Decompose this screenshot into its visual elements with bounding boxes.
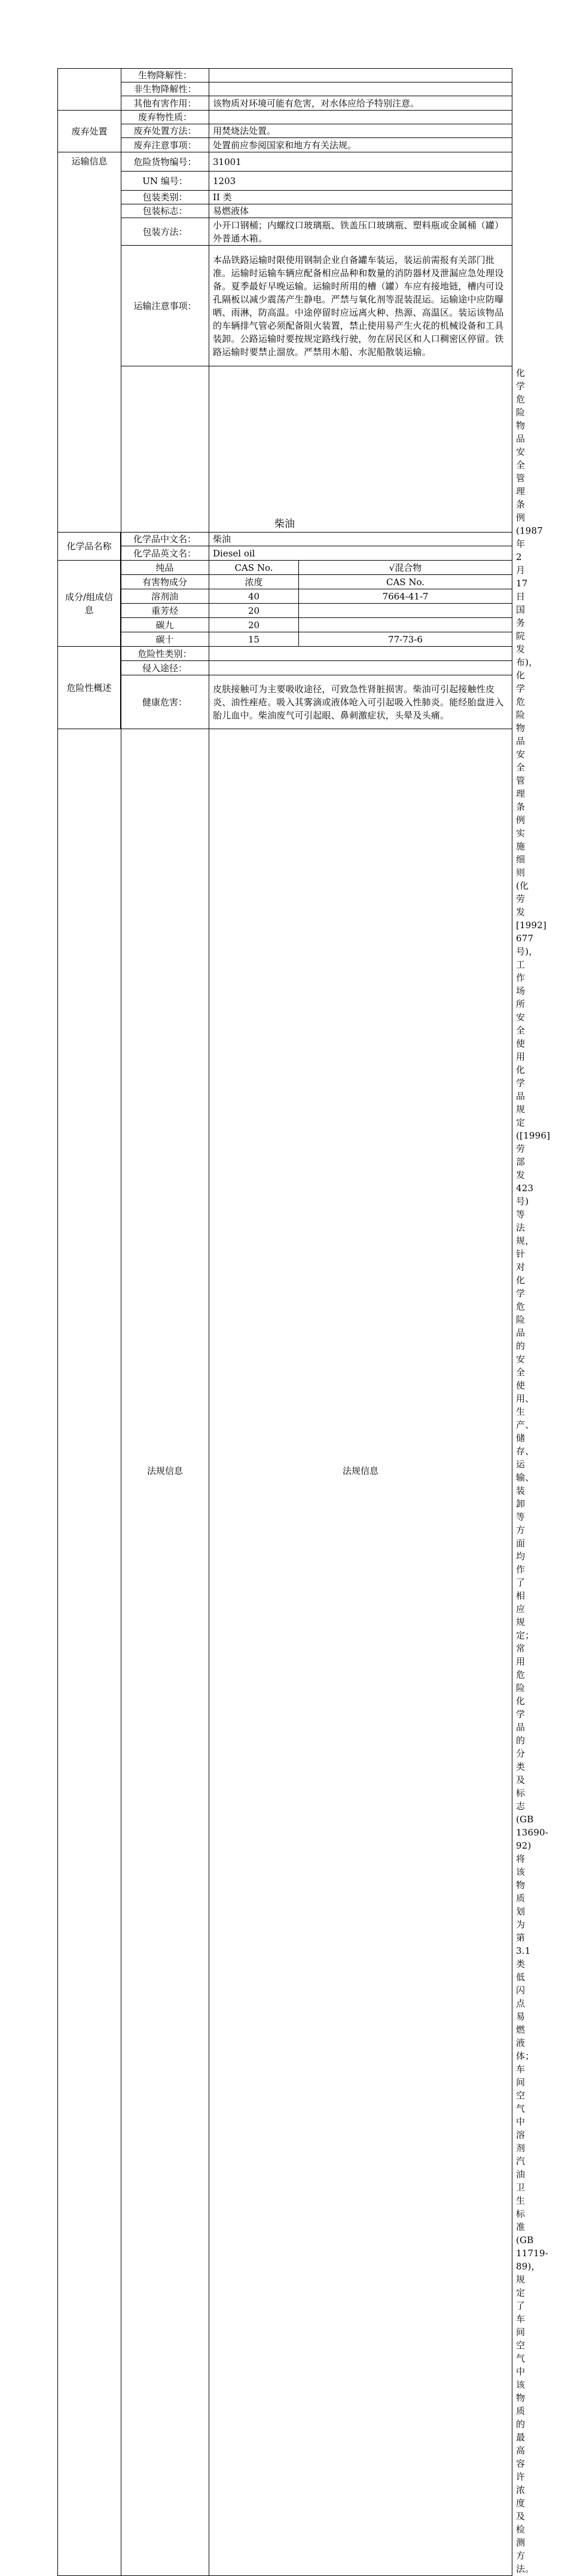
component-name: 溶剂油 xyxy=(121,589,209,604)
pkg-class-label: 包装类别： xyxy=(121,191,209,204)
composition-section: 成分/组成信息 xyxy=(58,561,121,647)
component-cas: 7664-41-7 xyxy=(299,589,512,604)
regulation-section: 法规信息 xyxy=(121,366,209,2576)
transport-notes-value: 本品铁路运输时限使用钢制企业自备罐车装运，装运前需报有关部门批准。运输时运输车辆应配备相应品种和数量的消防器材及泄漏应急处理设备。夏季最好早晚运输。运输时所用的槽（罐）车应有接地链，槽内可设孔隔板以减少震荡产生静电。严禁与氧化剂等混装混运。运输途中应防曝晒、雨淋，防高温。中途停留时应远离火种、热源、高温区。装运该物品的车辆排气管必须配备阻火装置，禁止使用易产生火花的机械设备和工具装卸。公路运输时要按规定路线行驶，勿在居民区和人口稠密区停留。铁路运输时要禁止溜放。严禁用木船、水泥船散装运输。 xyxy=(209,246,512,366)
en-name-value: Diesel oil xyxy=(209,546,512,561)
pure-label: 纯品 xyxy=(121,561,209,575)
cn-name-label: 化学品中文名： xyxy=(121,533,209,546)
hazard-class-label: 危险性类别： xyxy=(121,647,209,661)
entry-route-value xyxy=(209,661,512,675)
diesel-msds-table xyxy=(57,532,512,729)
pkg-method-label: 包装方法： xyxy=(121,218,209,246)
component-conc: 40 xyxy=(209,589,299,604)
pkg-mark-label: 包装标志： xyxy=(121,204,209,218)
component-cas xyxy=(299,618,512,632)
health-value: 皮肤接触可为主要吸收途径，可致急性肾脏损害。柴油可引起接触性皮炎、油性痤疮。吸入其雾滴或液体呛入可引起吸入性肺炎。能经胎盘进入胎儿血中。柴油废气可引起眼、鼻刺激症状，头晕及头痛。 xyxy=(209,675,512,729)
other-harm-value: 该物质对环境可能有危害，对水体应给予特别注意。 xyxy=(209,96,512,111)
entry-route-label: 侵入途径： xyxy=(121,661,209,675)
transport-notes-label: 运输注意事项： xyxy=(121,246,209,366)
cn-name-value: 柴油 xyxy=(209,533,512,546)
un-number-label: UN 编号： xyxy=(121,172,209,191)
nonbio-degrade-label: 非生物降解性： xyxy=(121,82,209,96)
component-name: 碳九 xyxy=(121,618,209,632)
pkg-mark-value: 易燃液体 xyxy=(209,204,512,218)
cas-header-2: CAS No. xyxy=(299,575,512,589)
disposal-notes-value: 处置前应参阅国家和地方有关法规。 xyxy=(209,138,512,152)
nonbio-degrade-value xyxy=(209,82,512,96)
table-row xyxy=(58,589,512,604)
component-cas: 77-73-6 xyxy=(299,632,512,647)
bio-degrade-label: 生物降解性： xyxy=(121,69,209,82)
disposal-method-label: 废弃处置方法： xyxy=(121,124,209,138)
table-row xyxy=(58,632,512,647)
health-label: 健康危害： xyxy=(121,675,209,729)
pkg-method-value: 小开口钢桶；内螺纹口玻璃瓶、铁盖压口玻璃瓶、塑料瓶或金属桶（罐）外普通木箱。 xyxy=(209,218,512,246)
table-row xyxy=(58,618,512,632)
component-name: 碳十 xyxy=(121,632,209,647)
pkg-class-value: II 类 xyxy=(209,191,512,204)
harmful-header: 有害物成分 xyxy=(121,575,209,589)
waste-property-value xyxy=(209,111,512,124)
safety-data-table-continued: 生物降解性： 非生物降解性： 其他有害作用： 该物质对环境可能有危害，对水体应给予特别注意。 废弃处置 废弃物性质： 废弃处置方法： 用焚烧法处置。 废弃注意事项： 处置前应参阅国家和地方有关法规。 运输信息 危险货物编号： 31001 UN 编号： 1203 包装类别： II 类 包装标志： 易燃液体 包装方法： 小开口钢桶；内螺纹口玻璃瓶、铁盖压口玻璃瓶、塑料瓶或金属桶（罐）外普通木箱。 运输注意事项： 本品铁路运输时限使用钢制企业自备罐车装运，装运前需报有关部门批准。运输时运输车辆应配备相应品种和数量的消防器材及泄漏应急处理设备。夏季最好早晚运输。运输时所用的槽（罐）车应有接地链，槽内可设孔隔板以减少震荡产生静电。严禁与氧化剂等混装混运。运输途中应防曝晒、雨淋，防高温。中途停留时应远离火种、热源、高温区。装运该物品的车辆排气管必须配备阻火装置，禁止使用易产生火花的机械设备和工具装卸。公路运输时要按规定路线行驶，勿在居民区和人口稠密区停留。铁路运输时要禁止溜放。严禁用木船、水泥船散装运输。 法规信息 法规信息 化学危险物品安全管理条例 (1987 年 2 月 17 日国务院发布)，化学危险物品安全管理条例实施细则 (化劳发[1992] 677 号)，工作场所安全使用化学品规定 ([1996]劳部发 423 号)等法规，针对化学危险品的安全使用、生产、储存、运输、装卸等方面均作了相应规定；常用危险化学品的分类及标志 (GB 13690-92)将该物质划为第 3.1 类低闪点易燃液体；车间空气中溶剂汽油卫生标准 (GB 11719-89)，规定了车间空气中该物质的最高容许浓度及检测方法。 xyxy=(57,68,512,2576)
table-row xyxy=(58,604,512,618)
hazard-section: 危险性概述 xyxy=(58,647,121,729)
bio-degrade-value xyxy=(209,69,512,82)
component-name: 重芳烃 xyxy=(121,604,209,618)
en-name-label: 化学品英文名： xyxy=(121,546,209,561)
waste-property-label: 废弃物性质： xyxy=(121,111,209,124)
mixture-label: √混合物 xyxy=(299,561,512,575)
transport-section: 运输信息 xyxy=(58,152,121,2576)
disposal-notes-label: 废弃注意事项： xyxy=(121,138,209,152)
regulation-label: 法规信息 xyxy=(209,366,512,2576)
cas-header: CAS No. xyxy=(209,561,299,575)
hazard-class-value xyxy=(209,647,512,661)
other-harm-label: 其他有害作用： xyxy=(121,96,209,111)
conc-header: 浓度 xyxy=(209,575,299,589)
component-conc: 15 xyxy=(209,632,299,647)
disposal-section: 废弃处置 xyxy=(58,111,121,152)
disposal-method-value: 用焚烧法处置。 xyxy=(209,124,512,138)
name-section: 化学品名称 xyxy=(58,533,121,561)
dg-number-label: 危险货物编号： xyxy=(121,152,209,172)
ecology-section-cell xyxy=(58,69,121,111)
component-cas xyxy=(299,604,512,618)
chemical-title: 柴油 xyxy=(274,518,295,530)
dg-number-value: 31001 xyxy=(209,152,512,172)
component-conc: 20 xyxy=(209,604,299,618)
component-conc: 20 xyxy=(209,618,299,632)
un-number-value: 1203 xyxy=(209,172,512,191)
